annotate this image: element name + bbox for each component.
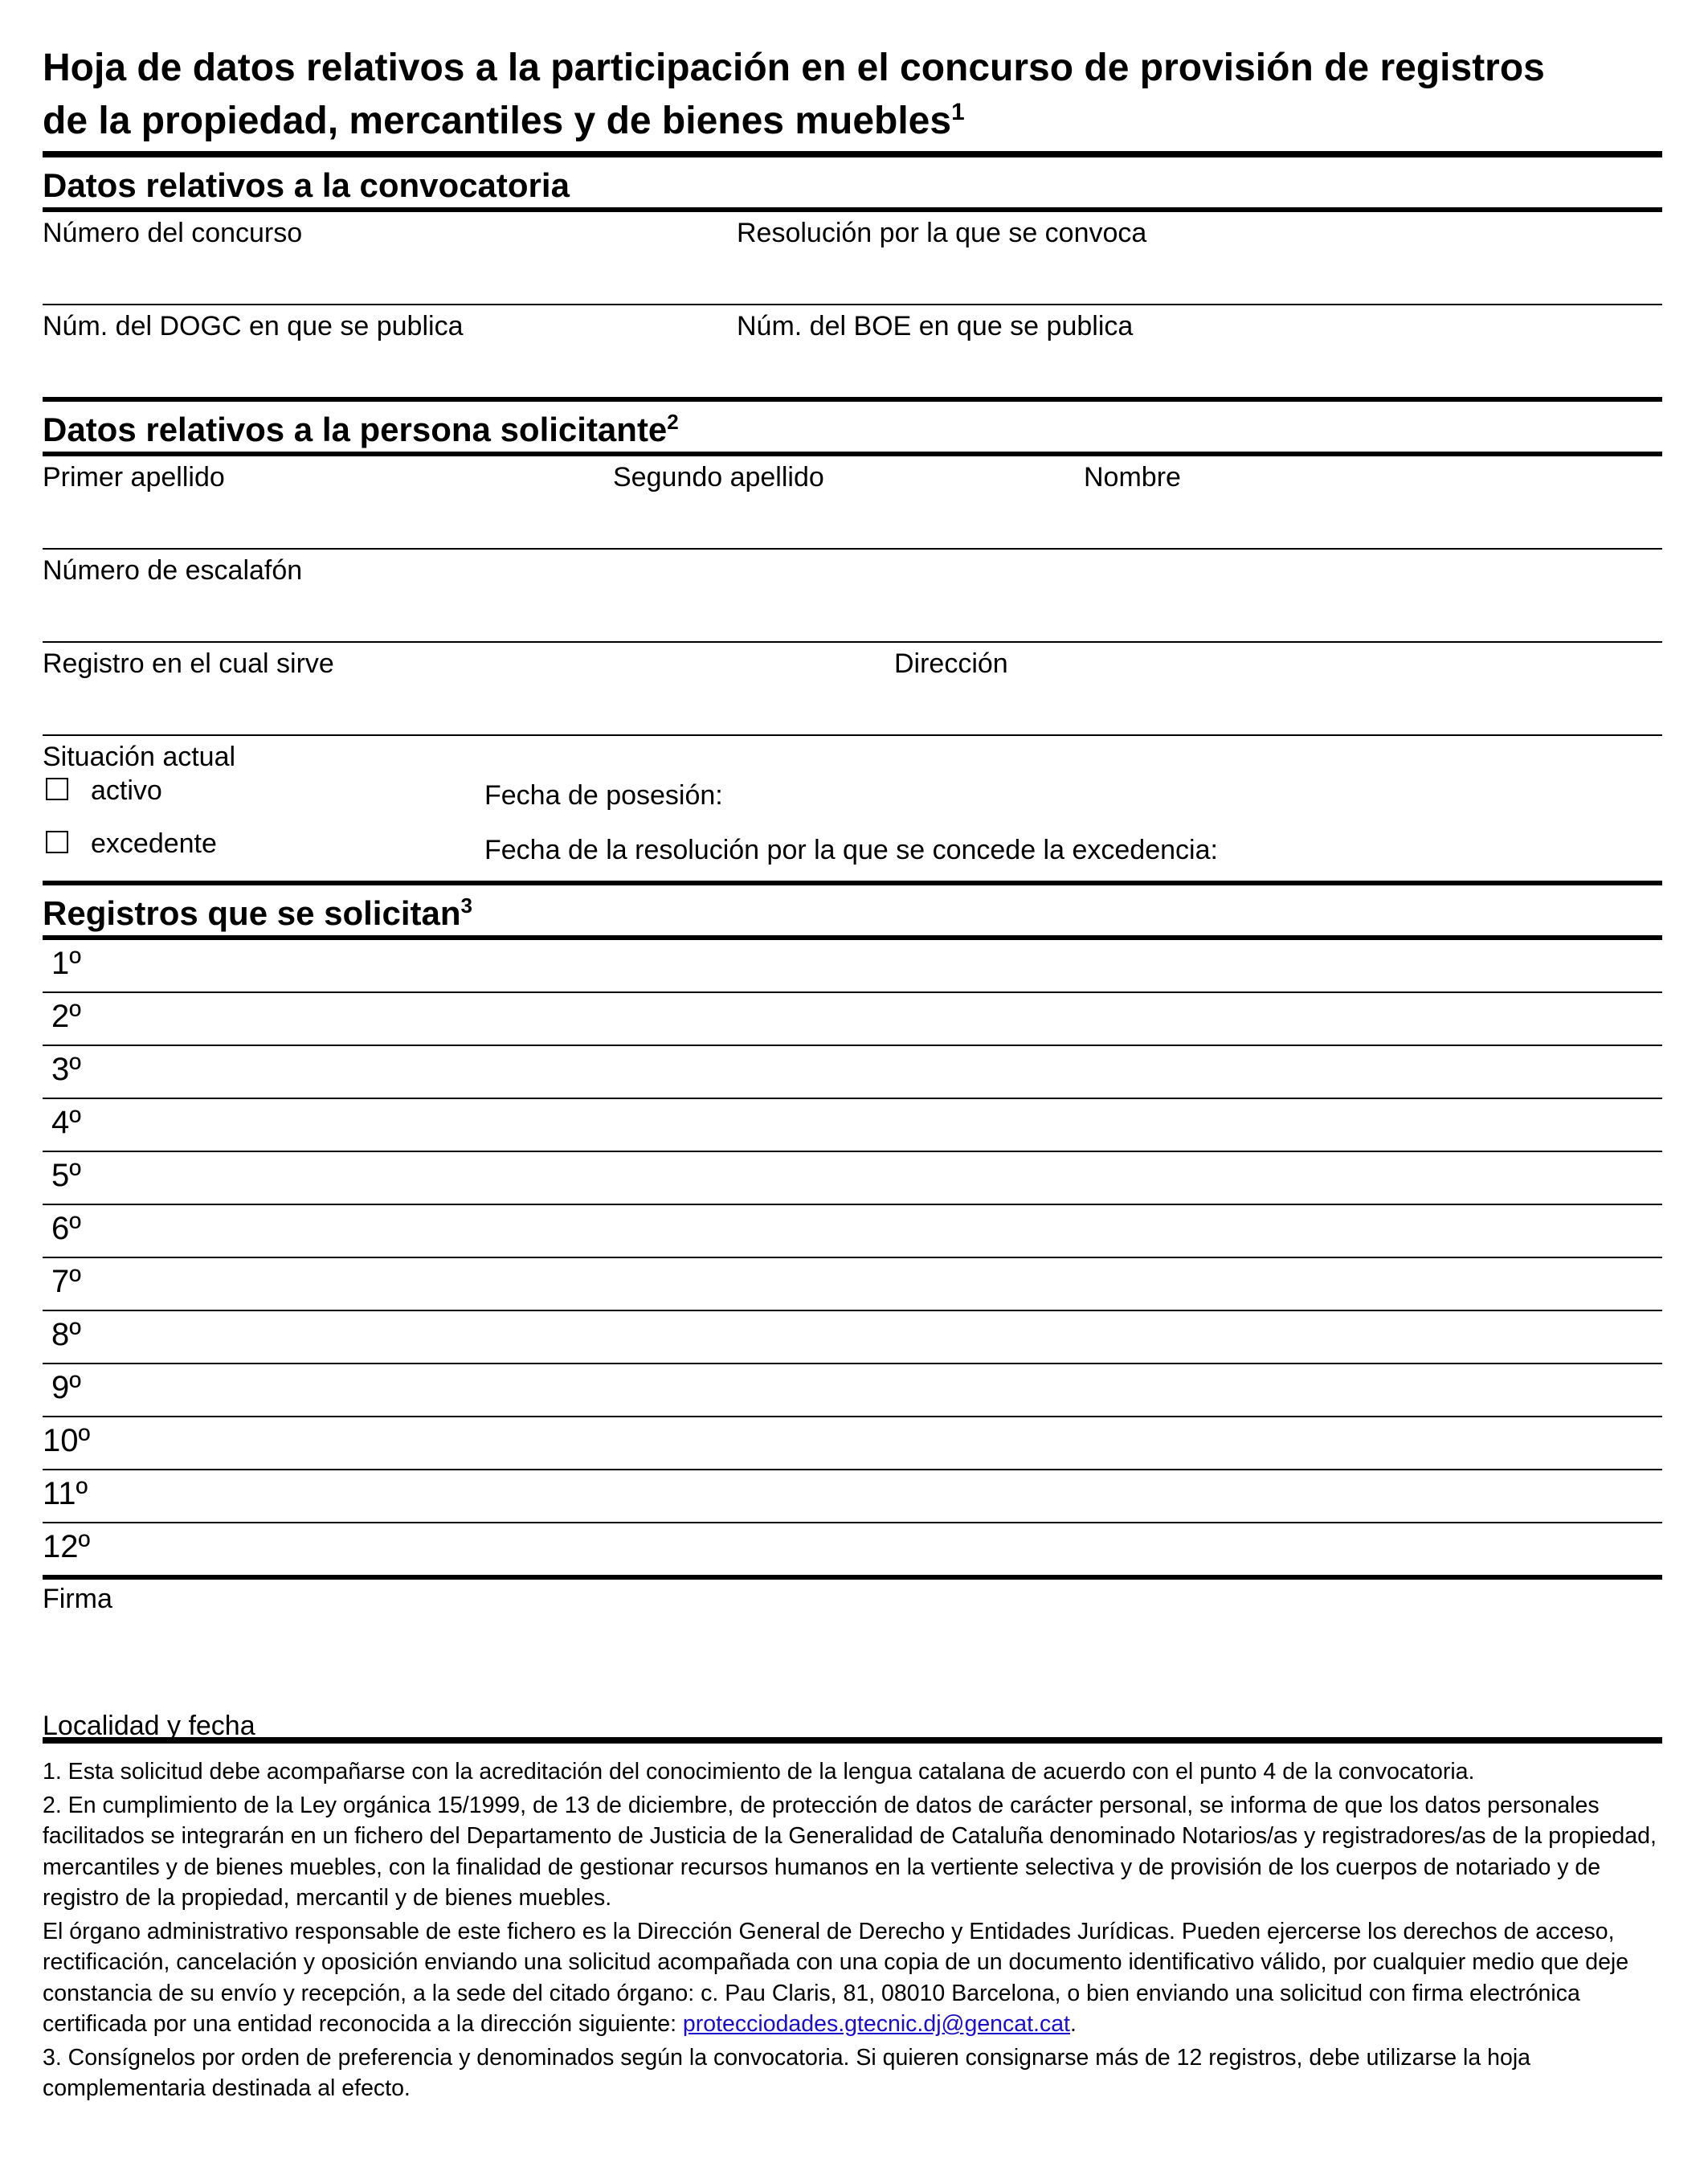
primer-apellido-field[interactable]: Primer apellido — [43, 462, 225, 493]
footnote-ref-2: 2 — [667, 410, 679, 434]
registro-row[interactable] — [43, 1311, 1662, 1364]
registro-row[interactable] — [43, 940, 1662, 993]
title-line-2: de la propiedad, mercantiles y de bienes muebles — [43, 100, 952, 142]
registro-row[interactable] — [43, 1470, 1662, 1523]
num-boe-field[interactable]: Núm. del BOE en que se publica — [737, 311, 1134, 341]
firma-block — [43, 1580, 1662, 1741]
section-heading-convocatoria: Datos relativos a la convocatoria — [43, 166, 570, 204]
footnote-1: 1. Esta solicitud debe acompañarse con la acreditación del conocimiento de la lengua catalana de acuerdo con el punto 4 de la convocatoria. — [43, 1759, 1475, 1785]
registro-row[interactable] — [43, 1099, 1662, 1152]
section-divider — [43, 397, 1662, 402]
solicitante-row-2 — [43, 550, 1662, 641]
registro-row[interactable] — [43, 993, 1662, 1046]
footnotes — [43, 1756, 1662, 2104]
registro-row[interactable] — [43, 1046, 1662, 1099]
situacion-actual-block — [43, 736, 1662, 881]
localidad-fecha-field[interactable]: Localidad y fecha — [43, 1711, 255, 1741]
registro-number: 3º — [51, 1052, 81, 1087]
registro-row[interactable] — [43, 1417, 1662, 1470]
situacion-actual-label: Situación actual — [43, 742, 236, 772]
registro-number: 2º — [51, 999, 81, 1034]
solicitante-row-1 — [43, 456, 1662, 548]
form-page — [43, 42, 1662, 2107]
excedente-label: excedente — [91, 828, 217, 859]
fecha-resolucion-field[interactable]: Fecha de la resolución por la que se concede la excedencia: — [484, 835, 1218, 865]
segundo-apellido-field[interactable]: Segundo apellido — [613, 462, 824, 493]
direccion-field[interactable]: Dirección — [894, 648, 1008, 679]
title-line-1: Hoja de datos relativos a la participación en el concurso de provisión de registros — [43, 47, 1545, 89]
registro-field[interactable]: Registro en el cual sirve — [43, 648, 334, 679]
convocatoria-row-1 — [43, 212, 1662, 304]
registros-list — [43, 940, 1662, 1575]
registro-number: 4º — [51, 1105, 81, 1140]
page-title — [43, 42, 1662, 148]
notes-divider — [43, 1737, 1662, 1744]
registro-row[interactable] — [43, 1205, 1662, 1258]
footnote-2: 2. En cumplimiento de la Ley orgánica 15/1999, de 13 de diciembre, de protección de datos de carácter personal, se informa de que los datos personales facilitados se integrarán en un fichero del Departamento de Justicia de la Generalidad de Cataluña denominado Notarios/as y registradores/as de la propiedad, mercantiles y de bienes muebles, con la finalidad de gestionar recursos humanos en la vertiente selectiva y de provisión de los cuerpos de notariado y de registro de la propiedad, mercantil y de bienes muebles. — [43, 1792, 1657, 1911]
section-divider — [43, 881, 1662, 885]
excedente-checkbox[interactable] — [46, 831, 68, 853]
section-heading-solicitante: Datos relativos a la persona solicitante$^2$ — [43, 410, 679, 448]
registro-row[interactable] — [43, 1523, 1662, 1575]
footnote-2b: El órgano administrativo responsable de este fichero es la Dirección General de Derecho y Entidades Jurídicas. Pueden ejercerse los derechos de acceso, rectificación, cancelación y oposición enviando una solicitud acompañada con una copia de un documento identificativo válido, por cualquier medio que deje constancia de su envío y recepción, a la sede del citado órgano: c. Pau Claris, 81, 08010 Barcelona, o bien enviando una solicitud con firma electrónica certificada por una entidad reconocida a la dirección siguiente: protecciodades.gtecnic.dj@gencat.cat. — [43, 1918, 1629, 2037]
registro-number: 5º — [51, 1158, 81, 1193]
registro-number: 7º — [51, 1264, 81, 1299]
numero-escalafon-field[interactable]: Número de escalafón — [43, 555, 303, 586]
registro-row[interactable] — [43, 1152, 1662, 1205]
convocatoria-row-2 — [43, 305, 1662, 397]
email-link[interactable]: protecciodades.gtecnic.dj@gencat.cat — [682, 2011, 1070, 2037]
activo-checkbox[interactable] — [46, 778, 68, 800]
registro-number: 1º — [51, 946, 81, 981]
registro-number: 10º — [43, 1423, 91, 1458]
footnote-ref-1: 1 — [951, 99, 965, 125]
title-divider — [43, 151, 1662, 157]
activo-label: activo — [91, 775, 162, 806]
registro-row[interactable] — [43, 1258, 1662, 1311]
section-heading-registros: Registros que se solicitan$^3$ — [43, 893, 472, 932]
registro-number: 9º — [51, 1370, 81, 1405]
registro-row[interactable] — [43, 1364, 1662, 1417]
footnote-3: 3. Consígnelos por orden de preferencia y denominados según la convocatoria. Si quieren consignarse más de 12 registros, debe utilizarse la hoja complementaria destinada al efecto. — [43, 2044, 1531, 2101]
registro-number: 11º — [43, 1476, 88, 1511]
resolucion-field[interactable]: Resolución por la que se convoca — [737, 218, 1147, 248]
numero-concurso-field[interactable]: Número del concurso — [43, 218, 303, 248]
solicitante-row-3 — [43, 643, 1662, 734]
num-dogc-field[interactable]: Núm. del DOGC en que se publica — [43, 311, 464, 341]
footnote-ref-3: 3 — [460, 893, 472, 918]
firma-field[interactable]: Firma — [43, 1584, 112, 1614]
registro-number: 12º — [43, 1529, 91, 1564]
nombre-field[interactable]: Nombre — [1084, 462, 1181, 493]
registro-number: 8º — [51, 1317, 81, 1352]
fecha-posesion-field[interactable]: Fecha de posesión: — [484, 780, 723, 811]
registro-number: 6º — [51, 1211, 81, 1246]
